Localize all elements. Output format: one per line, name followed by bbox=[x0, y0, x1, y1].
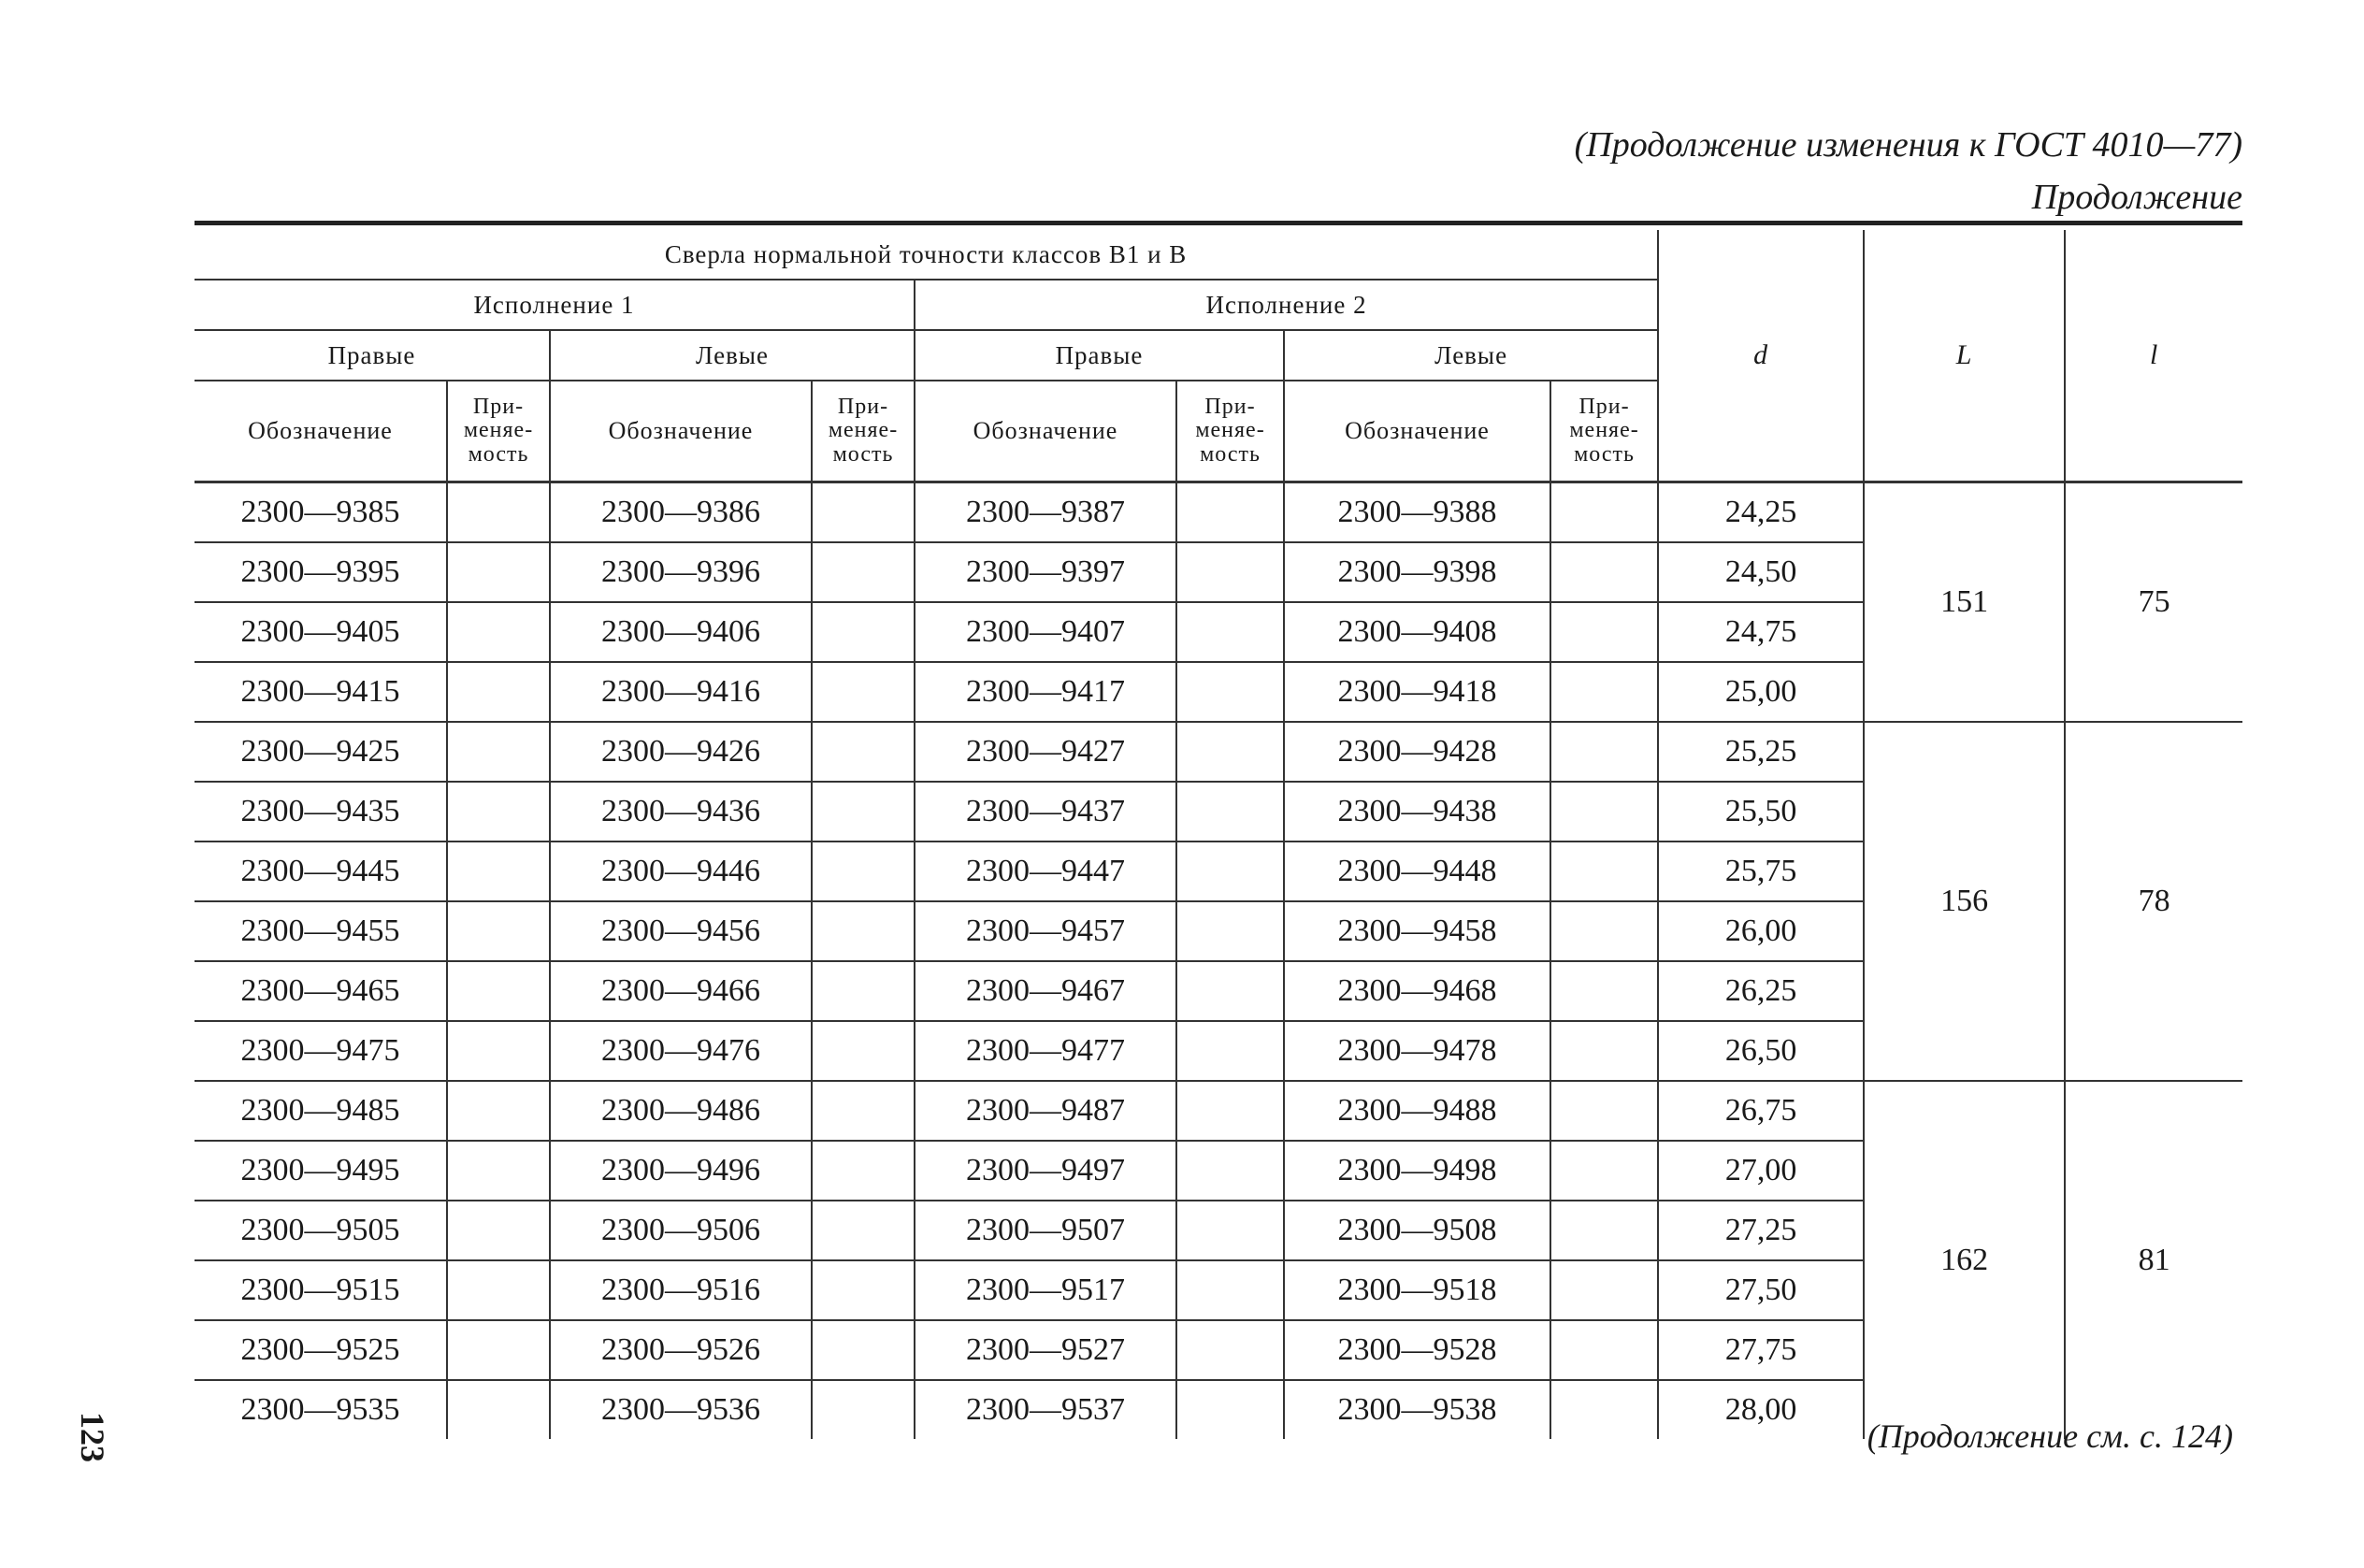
applicability-cell bbox=[812, 662, 915, 722]
applicability-cell bbox=[812, 842, 915, 901]
applicability-header: При-меняе-мость bbox=[812, 381, 915, 482]
applicability-cell bbox=[1176, 842, 1284, 901]
designation-cell: 2300—9496 bbox=[550, 1141, 812, 1201]
applicability-cell bbox=[1550, 722, 1658, 782]
diameter-cell: 27,75 bbox=[1658, 1320, 1864, 1380]
applicability-cell bbox=[812, 722, 915, 782]
designation-cell: 2300—9526 bbox=[550, 1320, 812, 1380]
designation-cell: 2300—9535 bbox=[195, 1380, 447, 1439]
applicability-cell bbox=[447, 961, 550, 1021]
applicability-cell bbox=[1176, 1260, 1284, 1320]
applicability-cell bbox=[1550, 1380, 1658, 1439]
applicability-cell bbox=[1550, 782, 1658, 842]
applicability-cell bbox=[1176, 1380, 1284, 1439]
designation-cell: 2300—9428 bbox=[1284, 722, 1550, 782]
designation-cell: 2300—9395 bbox=[195, 542, 447, 602]
applicability-cell bbox=[812, 1380, 915, 1439]
designation-cell: 2300—9385 bbox=[195, 482, 447, 543]
designation-cell: 2300—9418 bbox=[1284, 662, 1550, 722]
applicability-header: При-меняе-мость bbox=[447, 381, 550, 482]
applicability-cell bbox=[812, 1141, 915, 1201]
table-title: Сверла нормальной точности классов В1 и В bbox=[195, 230, 1658, 280]
exec1-left-header: Левые bbox=[550, 330, 915, 381]
diameter-cell: 26,25 bbox=[1658, 961, 1864, 1021]
designation-cell: 2300—9398 bbox=[1284, 542, 1550, 602]
applicability-cell bbox=[812, 1021, 915, 1081]
designation-cell: 2300—9426 bbox=[550, 722, 812, 782]
designation-cell: 2300—9437 bbox=[915, 782, 1176, 842]
applicability-cell bbox=[447, 662, 550, 722]
diameter-cell: 25,25 bbox=[1658, 722, 1864, 782]
execution-2-header: Исполнение 2 bbox=[915, 280, 1658, 330]
designation-cell: 2300—9486 bbox=[550, 1081, 812, 1141]
designation-cell: 2300—9457 bbox=[915, 901, 1176, 961]
document-header: (Продолжение изменения к ГОСТ 4010—77) bbox=[1574, 125, 2242, 165]
table-row bbox=[195, 482, 2242, 543]
designation-header: Обозначение bbox=[550, 381, 812, 482]
applicability-cell bbox=[447, 842, 550, 901]
designation-cell: 2300—9446 bbox=[550, 842, 812, 901]
applicability-cell bbox=[812, 1201, 915, 1260]
designation-cell: 2300—9417 bbox=[915, 662, 1176, 722]
applicability-cell bbox=[447, 1201, 550, 1260]
col-L-header: L bbox=[1864, 230, 2065, 482]
designation-cell: 2300—9467 bbox=[915, 961, 1176, 1021]
designation-cell: 2300—9525 bbox=[195, 1320, 447, 1380]
designation-cell: 2300—9485 bbox=[195, 1081, 447, 1141]
designation-cell: 2300—9538 bbox=[1284, 1380, 1550, 1439]
applicability-cell bbox=[447, 1320, 550, 1380]
table-row bbox=[195, 722, 2242, 782]
applicability-cell bbox=[447, 482, 550, 543]
applicability-cell bbox=[1550, 1260, 1658, 1320]
applicability-cell bbox=[447, 782, 550, 842]
diameter-cell: 26,50 bbox=[1658, 1021, 1864, 1081]
designation-cell: 2300—9476 bbox=[550, 1021, 812, 1081]
designation-cell: 2300—9388 bbox=[1284, 482, 1550, 543]
length-l-cell: 75 bbox=[2065, 482, 2242, 723]
designation-cell: 2300—9466 bbox=[550, 961, 812, 1021]
designation-cell: 2300—9425 bbox=[195, 722, 447, 782]
length-l-cell: 78 bbox=[2065, 722, 2242, 1081]
designation-cell: 2300—9506 bbox=[550, 1201, 812, 1260]
diameter-cell: 25,75 bbox=[1658, 842, 1864, 901]
designation-cell: 2300—9387 bbox=[915, 482, 1176, 543]
designation-cell: 2300—9458 bbox=[1284, 901, 1550, 961]
applicability-cell bbox=[812, 901, 915, 961]
designation-cell: 2300—9497 bbox=[915, 1141, 1176, 1201]
applicability-cell bbox=[447, 1380, 550, 1439]
designation-cell: 2300—9478 bbox=[1284, 1021, 1550, 1081]
drill-table-container bbox=[195, 221, 2242, 1439]
applicability-header: При-меняе-мость bbox=[1550, 381, 1658, 482]
diameter-cell: 27,50 bbox=[1658, 1260, 1864, 1320]
designation-header: Обозначение bbox=[1284, 381, 1550, 482]
designation-cell: 2300—9465 bbox=[195, 961, 447, 1021]
exec2-left-header: Левые bbox=[1284, 330, 1658, 381]
length-L-cell: 162 bbox=[1864, 1081, 2065, 1439]
length-l-cell: 81 bbox=[2138, 1243, 2170, 1277]
designation-cell: 2300—9396 bbox=[550, 542, 812, 602]
applicability-cell bbox=[447, 722, 550, 782]
applicability-cell bbox=[812, 1081, 915, 1141]
exec2-right-header: Правые bbox=[915, 330, 1284, 381]
designation-cell: 2300—9415 bbox=[195, 662, 447, 722]
diameter-cell: 24,75 bbox=[1658, 602, 1864, 662]
applicability-cell bbox=[1176, 482, 1284, 543]
designation-cell: 2300—9397 bbox=[915, 542, 1176, 602]
designation-cell: 2300—9438 bbox=[1284, 782, 1550, 842]
applicability-cell bbox=[1176, 1081, 1284, 1141]
designation-cell: 2300—9515 bbox=[195, 1260, 447, 1320]
designation-cell: 2300—9505 bbox=[195, 1201, 447, 1260]
applicability-cell bbox=[447, 542, 550, 602]
designation-cell: 2300—9386 bbox=[550, 482, 812, 543]
length-L-cell: 156 bbox=[1864, 722, 2065, 1081]
applicability-cell bbox=[812, 1320, 915, 1380]
applicability-cell bbox=[1176, 602, 1284, 662]
applicability-cell bbox=[1176, 961, 1284, 1021]
designation-cell: 2300—9537 bbox=[915, 1380, 1176, 1439]
applicability-cell bbox=[812, 1260, 915, 1320]
execution-1-header: Исполнение 1 bbox=[195, 280, 915, 330]
diameter-cell: 24,50 bbox=[1658, 542, 1864, 602]
designation-cell: 2300—9436 bbox=[550, 782, 812, 842]
applicability-cell bbox=[1550, 542, 1658, 602]
applicability-cell bbox=[1550, 482, 1658, 543]
designation-cell: 2300—9495 bbox=[195, 1141, 447, 1201]
designation-cell: 2300—9416 bbox=[550, 662, 812, 722]
designation-cell: 2300—9435 bbox=[195, 782, 447, 842]
applicability-cell bbox=[447, 1021, 550, 1081]
diameter-cell: 28,00 bbox=[1658, 1380, 1864, 1439]
designation-cell: 2300—9445 bbox=[195, 842, 447, 901]
designation-cell: 2300—9447 bbox=[915, 842, 1176, 901]
designation-cell: 2300—9536 bbox=[550, 1380, 812, 1439]
applicability-cell bbox=[1176, 1141, 1284, 1201]
applicability-cell bbox=[447, 602, 550, 662]
diameter-cell: 24,25 bbox=[1658, 482, 1864, 543]
applicability-cell bbox=[1176, 542, 1284, 602]
designation-cell: 2300—9508 bbox=[1284, 1201, 1550, 1260]
designation-cell: 2300—9468 bbox=[1284, 961, 1550, 1021]
applicability-cell bbox=[1550, 961, 1658, 1021]
designation-cell: 2300—9528 bbox=[1284, 1320, 1550, 1380]
applicability-cell bbox=[447, 1141, 550, 1201]
applicability-cell bbox=[1550, 1141, 1658, 1201]
designation-cell: 2300—9408 bbox=[1284, 602, 1550, 662]
applicability-cell bbox=[1176, 662, 1284, 722]
diameter-cell: 27,25 bbox=[1658, 1201, 1864, 1260]
designation-cell: 2300—9527 bbox=[915, 1320, 1176, 1380]
col-l-header: l bbox=[2065, 230, 2242, 482]
applicability-cell bbox=[1176, 1320, 1284, 1380]
designation-cell: 2300—9487 bbox=[915, 1081, 1176, 1141]
applicability-cell bbox=[812, 782, 915, 842]
applicability-cell bbox=[1176, 1201, 1284, 1260]
designation-cell: 2300—9498 bbox=[1284, 1141, 1550, 1201]
page-number: 123 bbox=[74, 1412, 111, 1462]
applicability-cell bbox=[1550, 1021, 1658, 1081]
designation-cell: 2300—9455 bbox=[195, 901, 447, 961]
designation-header: Обозначение bbox=[195, 381, 447, 482]
applicability-header: При-меняе-мость bbox=[1176, 381, 1284, 482]
applicability-cell bbox=[1176, 1021, 1284, 1081]
table-row bbox=[195, 1081, 2242, 1141]
applicability-cell bbox=[447, 1260, 550, 1320]
diameter-cell: 26,00 bbox=[1658, 901, 1864, 961]
applicability-cell bbox=[1550, 602, 1658, 662]
designation-cell: 2300—9407 bbox=[915, 602, 1176, 662]
applicability-cell bbox=[812, 961, 915, 1021]
applicability-cell bbox=[1550, 1320, 1658, 1380]
applicability-cell bbox=[1550, 1201, 1658, 1260]
diameter-cell: 27,00 bbox=[1658, 1141, 1864, 1201]
designation-cell: 2300—9507 bbox=[915, 1201, 1176, 1260]
exec1-right-header: Правые bbox=[195, 330, 550, 381]
continuation-label: Продолжение bbox=[2031, 178, 2242, 217]
designation-cell: 2300—9475 bbox=[195, 1021, 447, 1081]
designation-cell: 2300—9448 bbox=[1284, 842, 1550, 901]
applicability-cell bbox=[812, 542, 915, 602]
designation-cell: 2300—9405 bbox=[195, 602, 447, 662]
applicability-cell bbox=[1550, 901, 1658, 961]
diameter-cell: 26,75 bbox=[1658, 1081, 1864, 1141]
designation-cell: 2300—9517 bbox=[915, 1260, 1176, 1320]
applicability-cell bbox=[447, 1081, 550, 1141]
applicability-cell bbox=[1550, 662, 1658, 722]
designation-header: Обозначение bbox=[915, 381, 1176, 482]
diameter-cell: 25,00 bbox=[1658, 662, 1864, 722]
length-L-cell: 151 bbox=[1864, 482, 2065, 723]
designation-cell: 2300—9477 bbox=[915, 1021, 1176, 1081]
designation-cell: 2300—9518 bbox=[1284, 1260, 1550, 1320]
applicability-cell bbox=[812, 602, 915, 662]
applicability-cell bbox=[812, 482, 915, 543]
applicability-cell bbox=[1550, 842, 1658, 901]
designation-cell: 2300—9406 bbox=[550, 602, 812, 662]
table-body bbox=[195, 482, 2242, 1440]
designation-cell: 2300—9427 bbox=[915, 722, 1176, 782]
diameter-cell: 25,50 bbox=[1658, 782, 1864, 842]
continuation-footer: (Продолжение см. с. 124) bbox=[1867, 1417, 2233, 1455]
applicability-cell bbox=[1176, 722, 1284, 782]
applicability-cell bbox=[1176, 901, 1284, 961]
designation-cell: 2300—9488 bbox=[1284, 1081, 1550, 1141]
applicability-cell bbox=[447, 901, 550, 961]
designation-cell: 2300—9516 bbox=[550, 1260, 812, 1320]
applicability-cell bbox=[1176, 782, 1284, 842]
designation-cell: 2300—9456 bbox=[550, 901, 812, 961]
applicability-cell bbox=[1550, 1081, 1658, 1141]
col-d-header: d bbox=[1658, 230, 1864, 482]
drill-table bbox=[195, 230, 2242, 1439]
